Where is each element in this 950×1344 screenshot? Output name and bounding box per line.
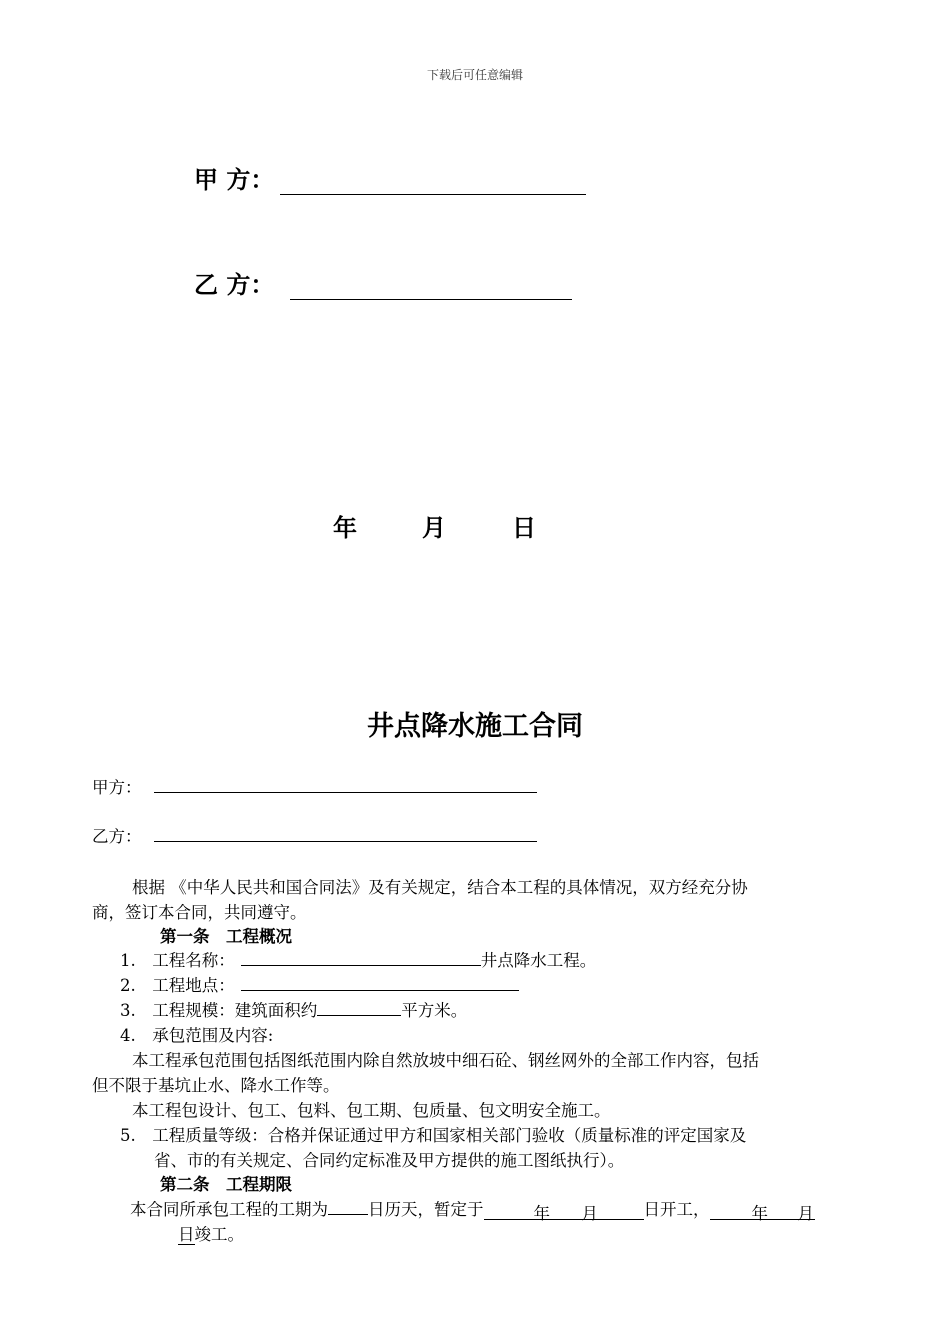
cover-party-b-label: 乙 方： <box>194 271 275 299</box>
contract-party-b-label: 乙方： <box>92 827 142 846</box>
end-date-field[interactable] <box>710 1200 815 1223</box>
period-line-2 <box>178 1221 244 1245</box>
preamble-line-2: 商，签订本合同，共同遵守。 <box>92 903 307 922</box>
cover-party-b-blank[interactable] <box>290 275 572 300</box>
project-scale-suffix: 平方米。 <box>401 1001 468 1020</box>
project-location-blank[interactable] <box>241 989 519 991</box>
start-date-field[interactable] <box>484 1200 644 1223</box>
project-name-label: 1. 工程名称： <box>120 951 235 970</box>
quality-line-1: 5. 工程质量等级：合格并保证通过甲方和国家相关部门验收（质量标准的评定国家及 <box>120 1126 747 1145</box>
period-end-suffix: 竣工。 <box>194 1225 244 1244</box>
end-month: 月 <box>797 1204 814 1223</box>
period-line-1 <box>130 1196 815 1223</box>
contract-party-a <box>92 774 537 798</box>
start-month: 月 <box>581 1204 598 1223</box>
contract-party-b <box>92 823 537 847</box>
preamble-line-1: 根据 《中华人民共和国合同法》及有关规定，结合本工程的具体情况，双方经充分协 <box>132 878 748 897</box>
project-location-label: 2. 工程地点： <box>120 976 235 995</box>
article-1-item-1 <box>120 947 596 971</box>
cover-date-year: 年 <box>333 514 357 542</box>
scope-line-2: 但不限于基坑止水、降水工作等。 <box>92 1076 340 1095</box>
contract-title: 井点降水施工合同 <box>367 711 583 742</box>
project-name-blank[interactable] <box>241 964 481 966</box>
project-name-suffix: 井点降水工程。 <box>480 951 597 970</box>
end-day: 日 <box>178 1225 195 1244</box>
contract-party-b-blank[interactable] <box>154 840 537 842</box>
scope-line-1: 本工程承包范围包括图纸范围内除自然放坡中细石砼、钢丝网外的全部工作内容，包括 <box>132 1051 759 1070</box>
cover-party-a <box>194 160 586 195</box>
project-scale-label: 3. 工程规模：建筑面积约 <box>120 1001 318 1020</box>
cover-date-month: 月 <box>422 514 446 542</box>
contract-party-a-label: 甲方： <box>92 778 142 797</box>
article-1-item-4: 4. 承包范围及内容: <box>120 1026 274 1045</box>
contract-party-a-blank[interactable] <box>154 791 537 793</box>
article-1-heading: 第一条 工程概况 <box>160 927 292 946</box>
quality-line-2: 省、市的有关规定、合同约定标准及甲方提供的施工图纸执行）。 <box>154 1151 625 1170</box>
article-1-item-2 <box>120 972 519 996</box>
period-days-text: 日历天，暂定于 <box>368 1200 484 1219</box>
cover-party-a-label: 甲 方： <box>194 166 275 194</box>
page-header: 下载后可任意编辑 <box>426 68 523 82</box>
end-year: 年 <box>751 1204 768 1223</box>
project-area-blank[interactable] <box>317 1014 401 1016</box>
article-2-heading: 第二条 工程期限 <box>160 1175 292 1194</box>
scope-line-3: 本工程包设计、包工、包料、包工期、包质量、包文明安全施工。 <box>132 1101 611 1120</box>
cover-party-b <box>194 265 572 300</box>
period-prefix: 本合同所承包工程的工期为 <box>130 1200 328 1219</box>
cover-date-day: 日 <box>512 514 536 542</box>
period-days-blank[interactable] <box>328 1213 368 1215</box>
article-1-item-3 <box>120 997 467 1021</box>
start-day-text: 日开工， <box>643 1200 710 1219</box>
start-year: 年 <box>533 1204 550 1223</box>
cover-party-a-blank[interactable] <box>280 170 586 195</box>
